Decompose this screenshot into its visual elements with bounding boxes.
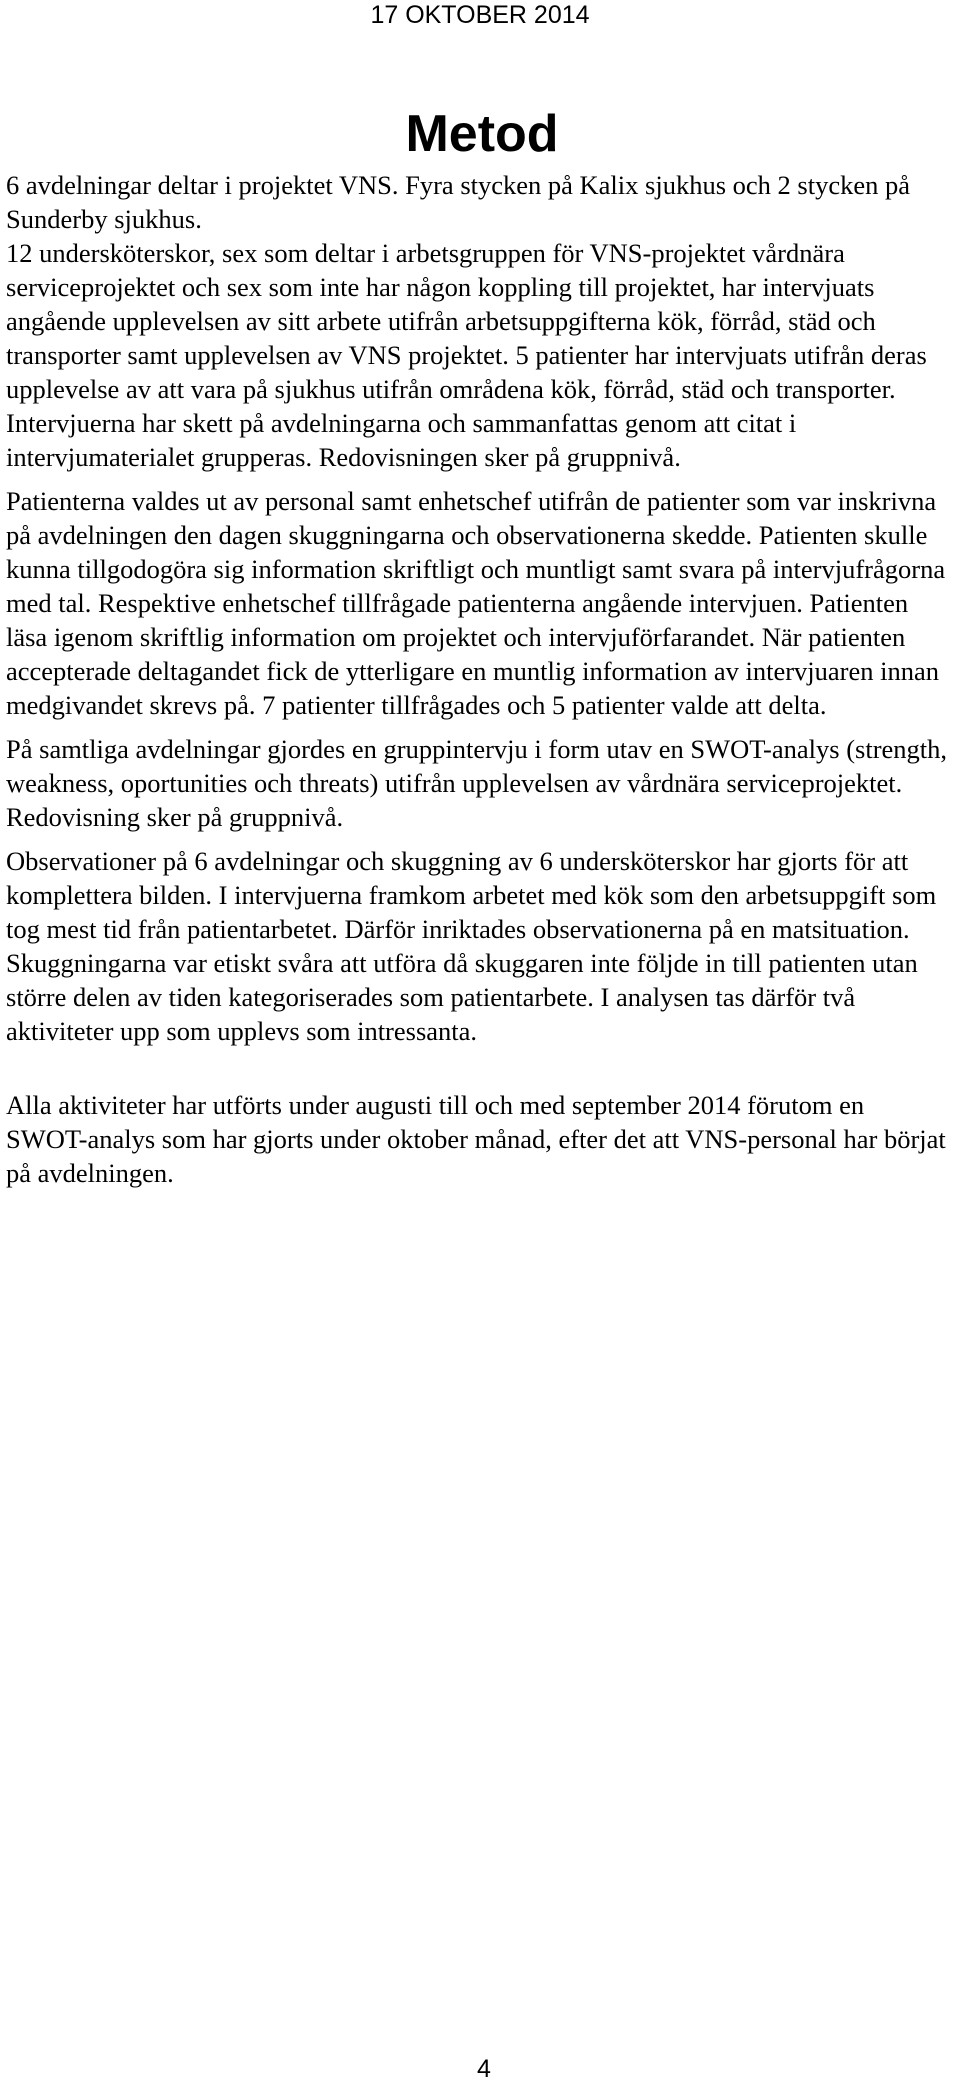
page-number: 4 xyxy=(477,2055,491,2083)
paragraph-timeline: Alla aktiviteter har utförts under augusti till och med september 2014 förutom en SWOT-analys som har gjorts under oktober månad, efter det att VNS-personal har börjat på avdelningen. xyxy=(6,1090,946,1188)
page-header-date: 17 OKTOBER 2014 xyxy=(370,1,590,29)
paragraph-swot: På samtliga avdelningar gjordes en gruppintervju i form utav en SWOT-analys (strength, weakness, oportunities och threats) utifrån upplevelsen av vårdnära serviceprojektet. Redovisning sker på gruppnivå. xyxy=(6,734,948,832)
paragraph-intro: 6 avdelningar deltar i projektet VNS. Fyra stycken på Kalix sjukhus och 2 stycken på Sunderby sjukhus. xyxy=(6,170,910,234)
paragraph-patient-selection: Patienterna valdes ut av personal samt enhetschef utifrån de patienter som var inskrivna på avdelningen den dagen skuggningarna och observationerna skedde. Patienten skulle kunna tillgodogöra sig information skriftligt och muntligt samt svara på intervjufrågorna med tal. Respektive enhetschef tillfrågade patienterna angående intervjuen. Patienten läsa igenom skriftlig information om projektet och intervjuförfarandet. När patienten accepterade deltagandet fick de ytterligare en muntlig information av intervjuaren innan medgivandet skrevs på. 7 patienter tillfrågades och 5 patienter valde att delta. xyxy=(6,486,946,720)
body-text xyxy=(6,168,951,1200)
paragraph-observations: Observationer på 6 avdelningar och skuggning av 6 undersköterskor har gjorts för att komplettera bilden. I intervjuerna framkom arbetet med kök som den arbetsuppgift som tog mest tid från patientarbetet. Därför inriktades observationerna på en matsituation. Skuggningarna var etiskt svåra att utföra då skuggaren inte följde in till patienten utan större delen av tiden kategoriserades som patientarbete. I analysen tas därför två aktiviteter upp som upplevs som intressanta. xyxy=(6,846,937,1046)
page-title: Metod xyxy=(405,105,559,163)
paragraph-interviews: 12 undersköterskor, sex som deltar i arbetsgruppen för VNS-projektet vårdnära serviceprojektet och sex som inte har någon koppling till projektet, har intervjuats angående upplevelsen av sitt arbete utifrån arbetsuppgifterna kök, förråd, städ och transporter samt upplevelsen av VNS projektet. 5 patienter har intervjuats utifrån deras upplevelse av att vara på sjukhus utifrån områdena kök, förråd, städ och transporter. Intervjuerna har skett på avdelningarna och sammanfattas genom att citat i intervjumaterialet grupperas. Redovisningen sker på gruppnivå. xyxy=(6,238,927,472)
